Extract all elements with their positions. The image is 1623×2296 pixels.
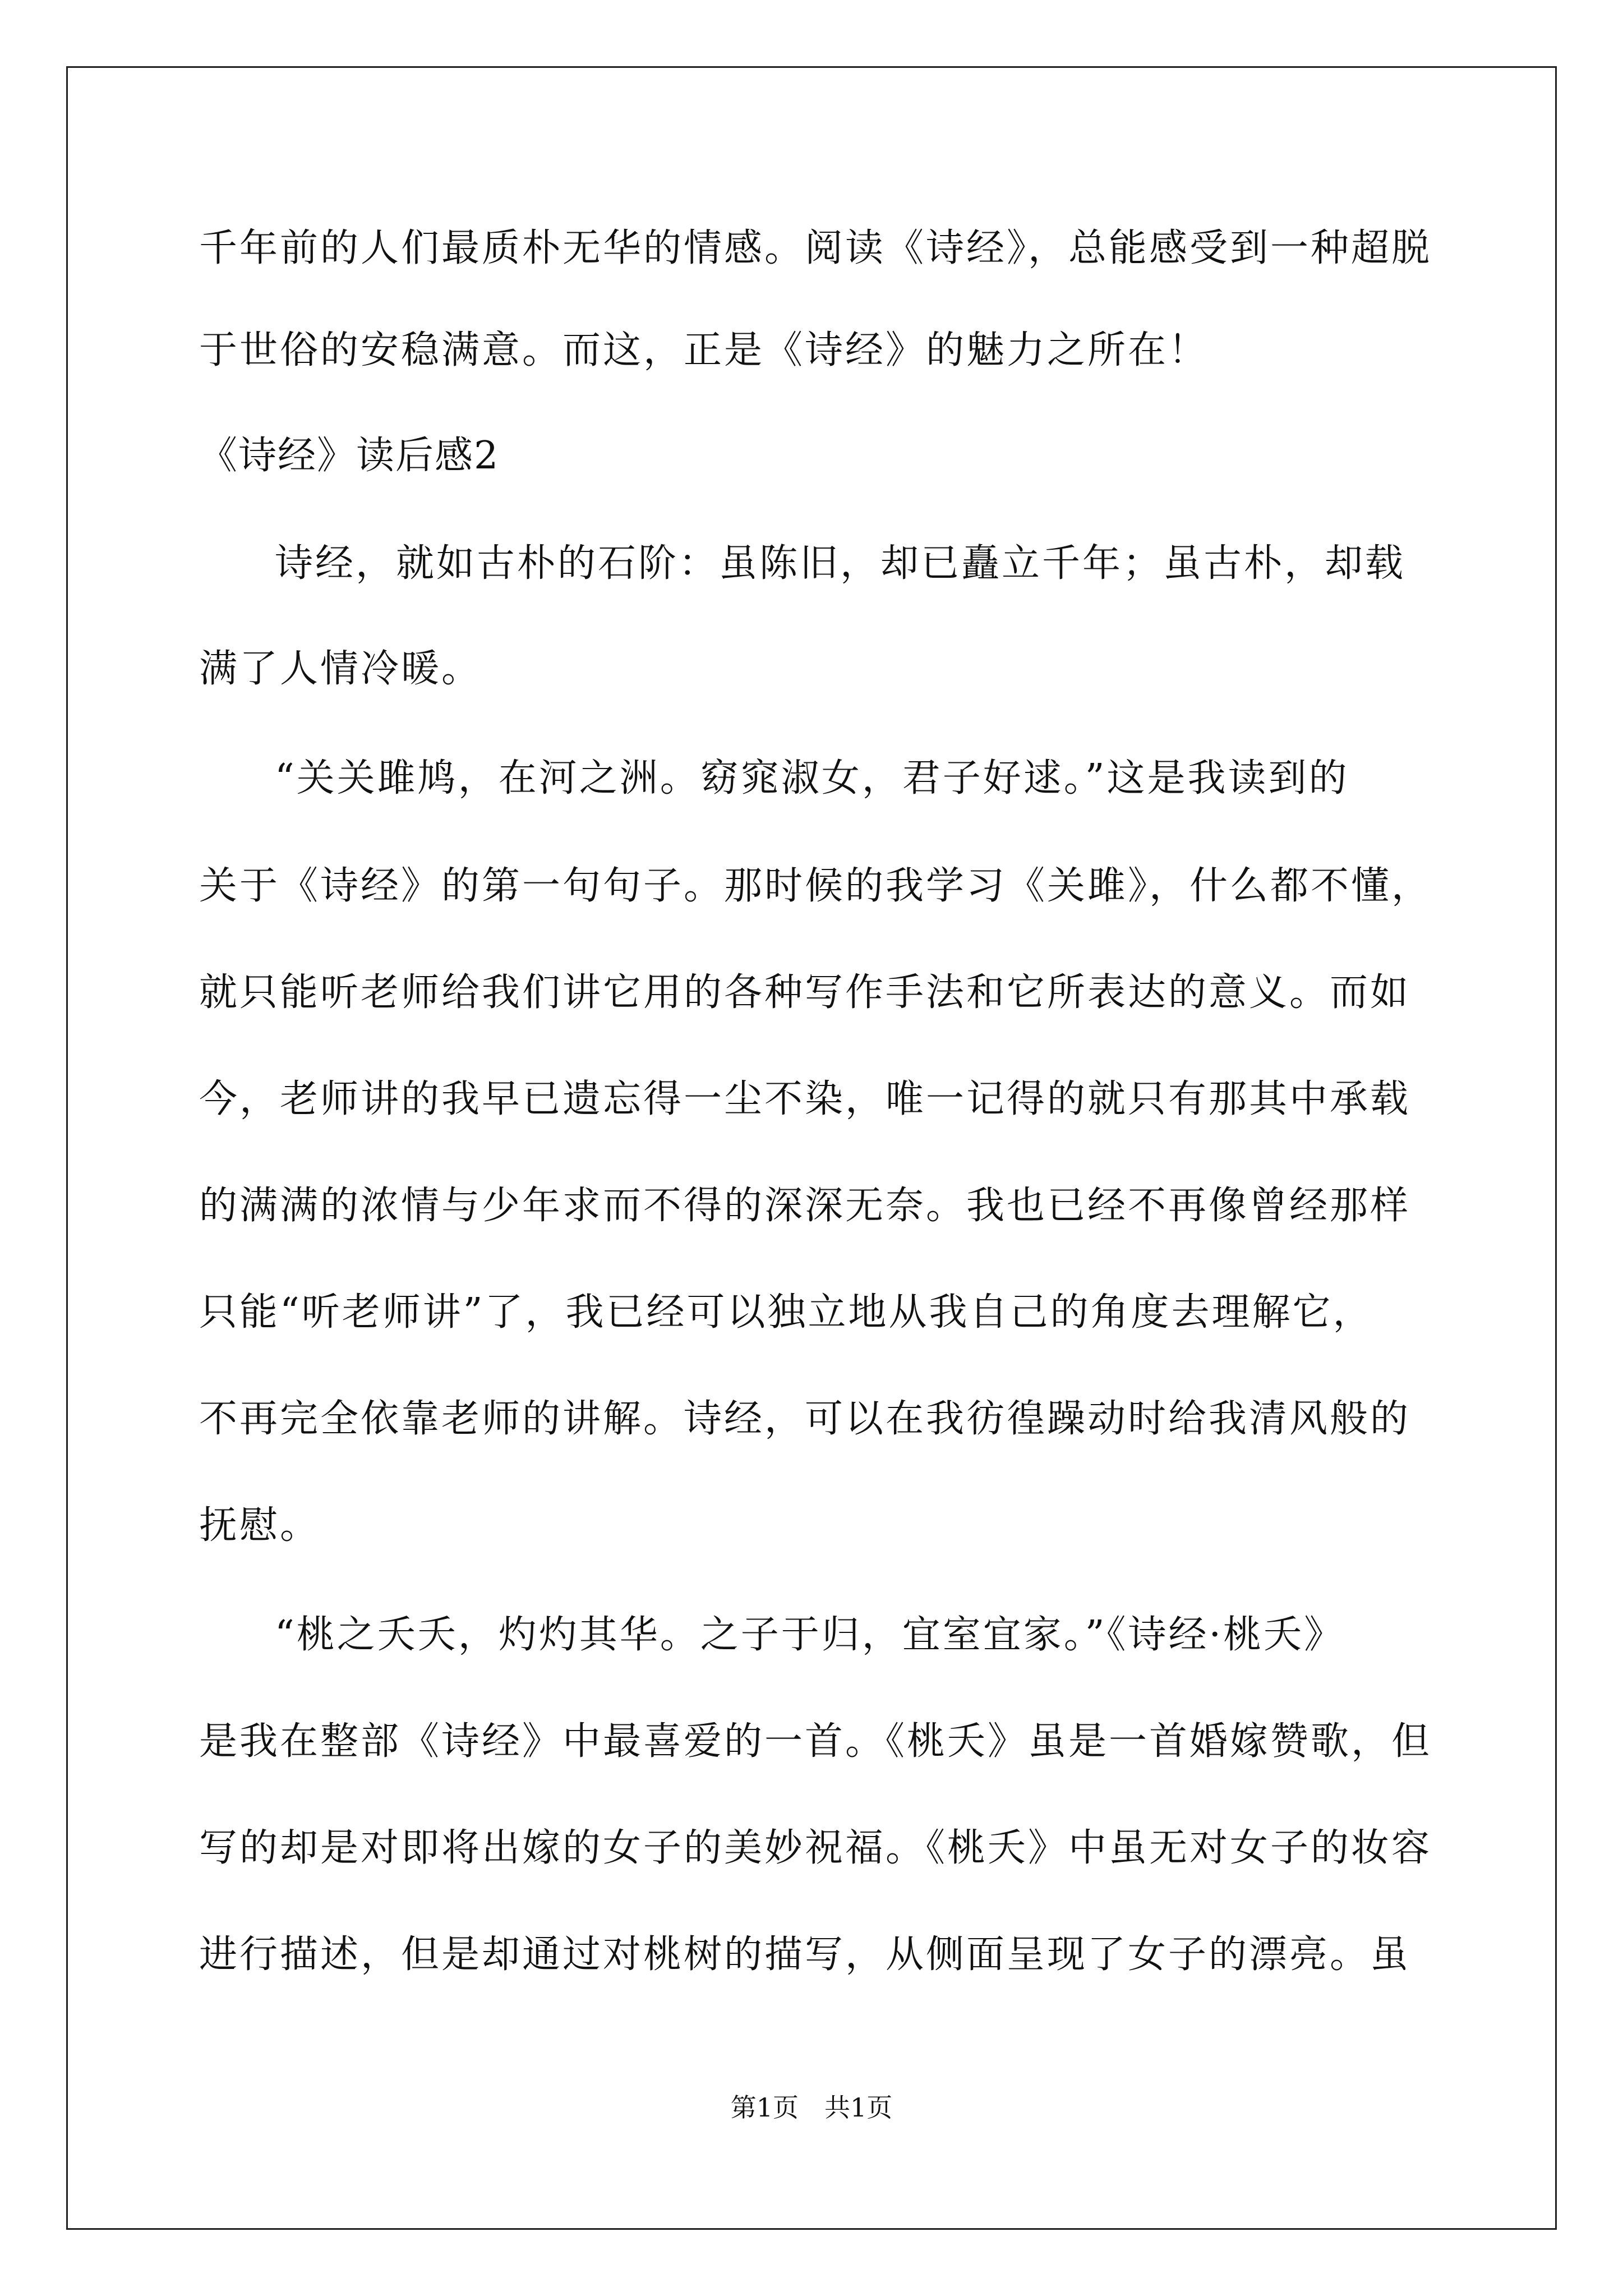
paragraph-line: 关于《诗经》的第一句句子。那时候的我学习《关雎》，什么都不懂， [199,864,1432,908]
paragraph-line: 满了人情冷暖。 [199,647,482,691]
paragraph-line: 抚慰。 [199,1503,321,1548]
paragraph-line: 于世俗的安稳满意。而这，正是《诗经》的魅力之所在！ [199,328,1209,372]
section-heading: 《诗经》读后感2 [199,434,500,478]
paragraph-line: 是我在整部《诗经》中最喜爱的一首。《桃夭》虽是一首婚嫁赞歌，但 [199,1719,1432,1764]
paragraph-line: 千年前的人们最质朴无华的情感。阅读《诗经》，总能感受到一种超脱 [199,226,1432,270]
paragraph-line: 进行描述，但是却通过对桃树的描写，从侧面呈现了女子的漂亮。虽 [199,1932,1411,1977]
paragraph-line: 只能“听老师讲”了，我已经可以独立地从我自己的角度去理解它， [199,1290,1373,1335]
paragraph-line: 不再完全依靠老师的讲解。诗经，可以在我彷徨躁动时给我清风般的 [199,1397,1411,1441]
paragraph-line: 诗经，就如古朴的石阶：虽陈旧，却已矗立千年；虽古朴，却载 [275,541,1406,586]
paragraph-line: 今，老师讲的我早已遗忘得一尘不染，唯一记得的就只有那其中承载 [199,1077,1411,1121]
paragraph-line: “桃之夭夭，灼灼其华。之子于归，宜室宜家。”《诗经·桃夭》 [275,1613,1345,1657]
paragraph-line: 就只能听老师给我们讲它用的各种写作手法和它所表达的意义。而如 [199,970,1411,1015]
paragraph-line: “关关雎鸠，在河之洲。窈窕淑女，君子好逑。”这是我读到的 [275,756,1349,800]
page-number-footer: 第1页 共1页 [730,2092,893,2123]
paragraph-line: 的满满的浓情与少年求而不得的深深无奈。我也已经不再像曾经那样 [199,1184,1411,1228]
page-frame [66,66,1557,2230]
paragraph-line: 写的却是对即将出嫁的女子的美妙祝福。《桃夭》中虽无对女子的妆容 [199,1826,1432,1870]
